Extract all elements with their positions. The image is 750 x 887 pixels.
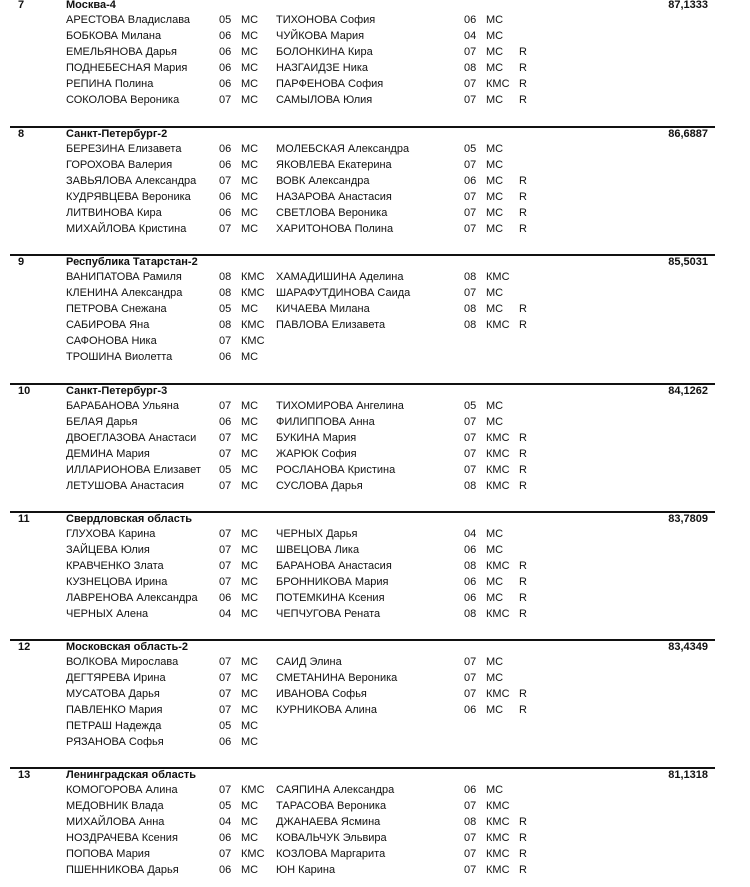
athlete-year: 08 [464,480,477,492]
team-block [0,126,750,246]
athlete-name: БАРАБАНОВА Ульяна [66,400,179,412]
athlete-year: 07 [219,400,232,412]
athlete-year: 04 [219,816,232,828]
athlete-rank: МС [241,207,259,219]
athlete-rank: МС [241,46,259,58]
team-score: 86,6887 [668,128,708,140]
athlete-year: 08 [464,303,477,315]
team-place: 13 [18,769,31,781]
athlete-rank: МС [241,14,259,26]
athlete-year: 06 [219,832,232,844]
team-block [0,254,750,374]
athlete-name: ПЕТРОВА Снежана [66,303,167,315]
athlete-rank: МС [241,480,259,492]
athlete-year: 06 [219,159,232,171]
athlete-name: ПЕТРАШ Надежда [66,720,162,732]
athlete-name: САФОНОВА Ника [66,335,157,347]
athlete-name: НАЗГАИДЗЕ Ника [276,62,369,74]
athlete-year: 07 [464,848,477,860]
athlete-name: БЕЛАЯ Дарья [66,416,138,428]
athlete-year: 07 [464,191,477,203]
team-name: Республика Татарстан-2 [66,256,198,268]
athlete-rank: МС [241,544,259,556]
athlete-name: КОВАЛЬЧУК Эльвира [276,832,387,844]
athlete-year: 07 [464,223,477,235]
athlete-rank: МС [486,416,504,428]
athlete-year: 06 [219,416,232,428]
athlete-name: ЛАВРЕНОВА Александра [66,592,198,604]
athlete-flag: R [519,848,527,860]
athlete-name: ГЛУХОВА Карина [66,528,156,540]
team-place: 8 [18,128,25,140]
athlete-year: 07 [464,656,477,668]
athlete-rank: МС [241,432,259,444]
athlete-year: 08 [219,287,232,299]
athlete-name: СОКОЛОВА Вероника [66,94,180,106]
team-name: Санкт-Петербург-3 [66,385,168,397]
athlete-name: КОМОГОРОВА Алина [66,784,178,796]
athlete-year: 07 [219,544,232,556]
athlete-name: ЕМЕЛЬЯНОВА Дарья [66,46,177,58]
athlete-year: 07 [219,784,232,796]
athlete-year: 07 [464,864,477,876]
team-score: 83,7809 [668,513,708,525]
team-score: 83,4349 [668,641,708,653]
athlete-year: 07 [219,94,232,106]
team-score: 84,1262 [668,385,708,397]
athlete-name: ДЕМИНА Мария [66,448,150,460]
athlete-rank: МС [241,400,259,412]
athlete-flag: R [519,62,527,74]
team-place: 9 [18,256,25,268]
athlete-rank: МС [241,528,259,540]
athlete-year: 06 [219,46,232,58]
athlete-year: 07 [464,672,477,684]
athlete-rank: МС [486,672,504,684]
athlete-rank: МС [486,528,504,540]
athlete-year: 08 [219,319,232,331]
team-name: Свердловская область [66,513,192,525]
athlete-rank: МС [486,143,504,155]
athlete-year: 08 [464,271,477,283]
athlete-year: 07 [464,448,477,460]
athlete-year: 06 [219,592,232,604]
athlete-name: ИЛЛАРИОНОВА Елизавет [66,464,201,476]
athlete-rank: МС [486,656,504,668]
athlete-year: 05 [464,400,477,412]
team-place: 11 [18,513,30,525]
athlete-name: ИВАНОВА Софья [276,688,367,700]
athlete-flag: R [519,448,527,460]
athlete-rank: МС [241,720,259,732]
athlete-rank: МС [241,191,259,203]
athlete-rank: КМС [486,480,510,492]
athlete-flag: R [519,78,527,90]
athlete-name: БЕРЕЗИНА Елизавета [66,143,182,155]
athlete-name: РОСЛАНОВА Кристина [276,464,396,476]
athlete-name: ВОВК Александра [276,175,370,187]
athlete-year: 07 [464,159,477,171]
athlete-year: 07 [219,576,232,588]
athlete-flag: R [519,832,527,844]
athlete-name: СУСЛОВА Дарья [276,480,363,492]
athlete-year: 07 [219,175,232,187]
athlete-flag: R [519,207,527,219]
athlete-year: 04 [219,608,232,620]
athlete-rank: МС [486,62,504,74]
athlete-year: 08 [219,271,232,283]
athlete-name: ПАВЛОВА Елизавета [276,319,386,331]
athlete-name: БАРАНОВА Анастасия [276,560,392,572]
athlete-rank: МС [241,592,259,604]
athlete-year: 07 [219,672,232,684]
athlete-rank: МС [241,832,259,844]
athlete-flag: R [519,592,527,604]
athlete-rank: МС [486,207,504,219]
athlete-flag: R [519,864,527,876]
athlete-year: 07 [464,688,477,700]
athlete-flag: R [519,560,527,572]
athlete-name: КУРНИКОВА Алина [276,704,378,716]
athlete-year: 07 [464,46,477,58]
team-name: Москва-4 [66,0,116,11]
athlete-year: 07 [219,448,232,460]
athlete-name: ДЕГТЯРЕВА Ирина [66,672,166,684]
athlete-year: 07 [464,78,477,90]
athlete-year: 07 [219,432,232,444]
athlete-rank: МС [241,672,259,684]
athlete-rank: МС [241,303,259,315]
athlete-rank: КМС [241,271,265,283]
athlete-rank: МС [486,223,504,235]
athlete-rank: КМС [486,271,510,283]
athlete-flag: R [519,464,527,476]
athlete-year: 08 [464,816,477,828]
athlete-year: 07 [219,560,232,572]
athlete-year: 07 [219,223,232,235]
athlete-year: 05 [219,800,232,812]
athlete-year: 06 [464,704,477,716]
team-block [0,511,750,631]
athlete-rank: КМС [486,688,510,700]
athlete-name: ПАВЛЕНКО Мария [66,704,163,716]
athlete-year: 06 [219,143,232,155]
athlete-name: ЛЕТУШОВА Анастасия [66,480,184,492]
athlete-rank: КМС [241,319,265,331]
athlete-rank: КМС [486,560,510,572]
athlete-rank: МС [241,30,259,42]
athlete-rank: МС [486,784,504,796]
athlete-name: ДВОЕГЛАЗОВА Анастаси [66,432,197,444]
athlete-rank: МС [241,608,259,620]
athlete-rank: МС [241,704,259,716]
athlete-year: 06 [219,30,232,42]
athlete-year: 07 [464,432,477,444]
athlete-name: ЛИТВИНОВА Кира [66,207,162,219]
athlete-rank: МС [241,576,259,588]
athlete-year: 06 [219,736,232,748]
athlete-rank: КМС [486,319,510,331]
athlete-name: ВОЛКОВА Мирослава [66,656,179,668]
athlete-rank: МС [241,656,259,668]
athlete-rank: МС [486,544,504,556]
athlete-rank: МС [486,175,504,187]
athlete-name: ЧЕРНЫХ Дарья [276,528,358,540]
athlete-name: МЕДОВНИК Влада [66,800,164,812]
athlete-year: 06 [464,592,477,604]
athlete-year: 05 [219,720,232,732]
athlete-name: ХАМАДИШИНА Аделина [276,271,404,283]
athlete-rank: МС [486,287,504,299]
athlete-name: МУСАТОВА Дарья [66,688,160,700]
athlete-name: СМЕТАНИНА Вероника [276,672,398,684]
athlete-name: ШАРАФУТДИНОВА Саида [276,287,411,299]
athlete-flag: R [519,688,527,700]
athlete-rank: МС [241,688,259,700]
athlete-rank: МС [241,464,259,476]
athlete-name: БОЛОНКИНА Кира [276,46,373,58]
athlete-name: ПОТЕМКИНА Ксения [276,592,385,604]
team-score: 81,1318 [668,769,708,781]
athlete-rank: МС [241,816,259,828]
athlete-rank: КМС [486,432,510,444]
team-block [0,0,750,117]
athlete-name: ТРОШИНА Виолетта [66,351,173,363]
athlete-year: 07 [464,287,477,299]
team-score: 85,5031 [668,256,708,268]
athlete-name: КУЗНЕЦОВА Ирина [66,576,168,588]
athlete-name: ХАРИТОНОВА Полина [276,223,394,235]
athlete-flag: R [519,704,527,716]
athlete-rank: МС [486,576,504,588]
athlete-rank: МС [486,592,504,604]
athlete-year: 05 [464,143,477,155]
athlete-rank: КМС [486,448,510,460]
athlete-name: ЗАЙЦЕВА Юлия [66,544,150,556]
team-score: 87,1333 [668,0,708,11]
athlete-rank: МС [486,191,504,203]
athlete-year: 05 [219,303,232,315]
team-place: 10 [18,385,31,397]
athlete-rank: МС [241,351,259,363]
athlete-name: КИЧАЕВА Милана [276,303,370,315]
team-place: 12 [18,641,31,653]
athlete-rank: МС [486,303,504,315]
athlete-rank: МС [486,14,504,26]
athlete-name: ГОРОХОВА Валерия [66,159,173,171]
athlete-name: АРЕСТОВА Владислава [66,14,191,26]
athlete-rank: КМС [486,608,510,620]
athlete-year: 06 [464,544,477,556]
athlete-name: МИХАЙЛОВА Кристина [66,223,187,235]
athlete-rank: МС [241,143,259,155]
athlete-year: 07 [219,848,232,860]
athlete-name: ПОДНЕБЕСНАЯ Мария [66,62,188,74]
athlete-year: 07 [219,528,232,540]
athlete-rank: МС [241,448,259,460]
athlete-year: 06 [219,864,232,876]
athlete-name: ТИХОМИРОВА Ангелина [276,400,404,412]
athlete-name: ПОПОВА Мария [66,848,150,860]
athlete-year: 07 [219,688,232,700]
athlete-rank: МС [241,864,259,876]
athlete-year: 07 [219,704,232,716]
athlete-rank: КМС [241,784,265,796]
team-place: 7 [18,0,25,11]
athlete-rank: МС [486,704,504,716]
athlete-rank: МС [241,94,259,106]
athlete-name: ЗАВЬЯЛОВА Александра [66,175,197,187]
athlete-year: 06 [464,576,477,588]
athlete-rank: МС [486,400,504,412]
athlete-year: 06 [219,78,232,90]
athlete-flag: R [519,191,527,203]
athlete-rank: МС [241,78,259,90]
athlete-name: КЛЕНИНА Александра [66,287,183,299]
athlete-name: НОЗДРАЧЕВА Ксения [66,832,178,844]
athlete-flag: R [519,175,527,187]
athlete-name: ВАНИПАТОВА Рамиля [66,271,182,283]
athlete-year: 07 [464,800,477,812]
athlete-year: 05 [219,464,232,476]
team-block [0,767,750,887]
athlete-rank: КМС [486,848,510,860]
athlete-rank: КМС [241,848,265,860]
athlete-rank: КМС [241,287,265,299]
athlete-rank: МС [486,159,504,171]
athlete-name: НАЗАРОВА Анастасия [276,191,392,203]
athlete-year: 06 [464,14,477,26]
team-block [0,383,750,503]
athlete-rank: КМС [486,464,510,476]
athlete-rank: КМС [486,832,510,844]
athlete-name: ШВЕЦОВА Лика [276,544,360,556]
athlete-year: 07 [219,480,232,492]
athlete-year: 08 [464,560,477,572]
athlete-name: ФИЛИППОВА Анна [276,416,375,428]
athlete-year: 08 [464,608,477,620]
athlete-year: 06 [219,191,232,203]
athlete-name: ЖАРЮК София [276,448,357,460]
athlete-rank: МС [486,30,504,42]
athlete-flag: R [519,608,527,620]
athlete-name: БОБКОВА Милана [66,30,162,42]
athlete-year: 07 [464,832,477,844]
athlete-name: РЕПИНА Полина [66,78,154,90]
athlete-year: 06 [219,62,232,74]
athlete-name: САМЫЛОВА Юлия [276,94,373,106]
athlete-year: 04 [464,30,477,42]
athlete-name: ДЖАНАЕВА Ясмина [276,816,381,828]
athlete-flag: R [519,303,527,315]
athlete-year: 07 [464,416,477,428]
athlete-flag: R [519,319,527,331]
athlete-rank: КМС [486,816,510,828]
athlete-year: 07 [219,335,232,347]
athlete-flag: R [519,576,527,588]
athlete-year: 08 [464,62,477,74]
athlete-name: РЯЗАНОВА Софья [66,736,164,748]
athlete-rank: КМС [241,335,265,347]
team-name: Ленинградская область [66,769,196,781]
athlete-flag: R [519,94,527,106]
athlete-name: КРАВЧЕНКО Злата [66,560,164,572]
athlete-year: 07 [464,207,477,219]
athlete-rank: МС [241,175,259,187]
athlete-name: ЧЕРНЫХ Алена [66,608,149,620]
athlete-flag: R [519,432,527,444]
athlete-rank: МС [486,46,504,58]
athlete-name: ТИХОНОВА София [276,14,376,26]
athlete-rank: МС [486,94,504,106]
athlete-name: МИХАЙЛОВА Анна [66,816,165,828]
athlete-name: САИД Элина [276,656,342,668]
athlete-rank: КМС [486,864,510,876]
athlete-rank: МС [241,736,259,748]
athlete-year: 06 [219,207,232,219]
athlete-rank: МС [241,560,259,572]
athlete-rank: МС [241,62,259,74]
athlete-year: 06 [464,175,477,187]
team-name: Санкт-Петербург-2 [66,128,168,140]
athlete-year: 07 [464,94,477,106]
athlete-flag: R [519,223,527,235]
athlete-name: МОЛЕБСКАЯ Александра [276,143,410,155]
athlete-name: САБИРОВА Яна [66,319,150,331]
athlete-rank: МС [241,800,259,812]
athlete-year: 06 [464,784,477,796]
team-block [0,639,750,759]
athlete-name: САЯПИНА Александра [276,784,395,796]
athlete-rank: МС [241,416,259,428]
athlete-flag: R [519,480,527,492]
athlete-name: ЧУЙКОВА Мария [276,30,365,42]
athlete-flag: R [519,816,527,828]
athlete-name: ЧЕПЧУГОВА Рената [276,608,381,620]
athlete-name: БРОННИКОВА Мария [276,576,389,588]
athlete-year: 06 [219,351,232,363]
athlete-year: 04 [464,528,477,540]
athlete-year: 07 [219,656,232,668]
team-name: Московская область-2 [66,641,189,653]
athlete-name: БУКИНА Мария [276,432,357,444]
athlete-name: ЯКОВЛЕВА Екатерина [276,159,392,171]
athlete-rank: КМС [486,800,510,812]
athlete-rank: МС [241,159,259,171]
athlete-year: 08 [464,319,477,331]
athlete-name: ЮН Карина [276,864,336,876]
athlete-name: ПШЕННИКОВА Дарья [66,864,179,876]
athlete-name: ТАРАСОВА Вероника [276,800,387,812]
athlete-name: ПАРФЕНОВА София [276,78,384,90]
athlete-name: КУДРЯВЦЕВА Вероника [66,191,191,203]
athlete-year: 07 [464,464,477,476]
athlete-name: КОЗЛОВА Маргарита [276,848,386,860]
athlete-name: СВЕТЛОВА Вероника [276,207,388,219]
athlete-flag: R [519,46,527,58]
athlete-year: 05 [219,14,232,26]
athlete-rank: КМС [486,78,510,90]
athlete-rank: МС [241,223,259,235]
